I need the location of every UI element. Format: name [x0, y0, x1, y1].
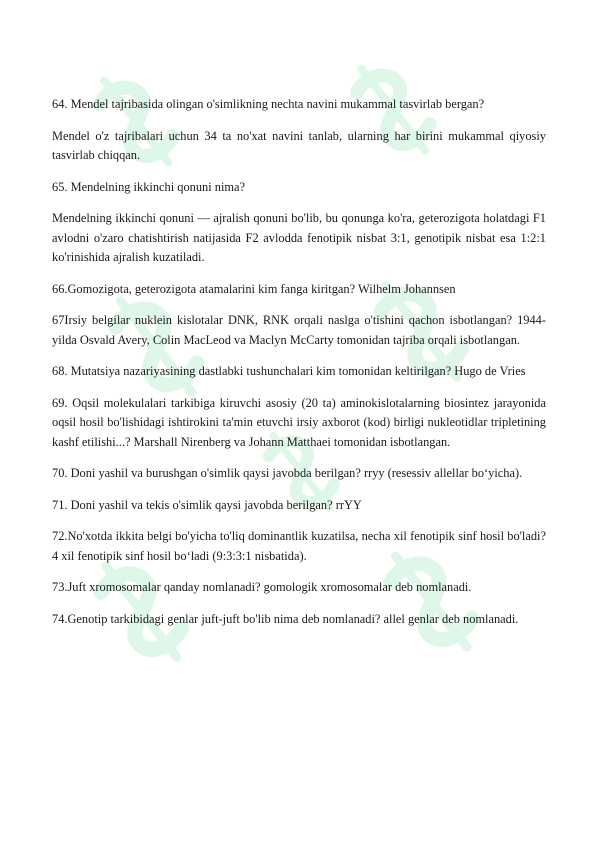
answer-64: Mendel o'z tajribalari uchun 34 ta no'xat navini tanlab, ularning har birini mukammal qiyosiy tasvirlab chiqqan. [52, 128, 546, 162]
question-71: 71. Doni yashil va tekis o'simlik qaysi javobda berilgan? rrYY [52, 497, 362, 512]
question-66: 66.Gomozigota, geterozigota atamalarini kim fanga kiritgan? Wilhelm Johannsen [52, 281, 456, 296]
question-74: 74.Genotip tarkibidagi genlar juft-juft bo'lib nima deb nomlanadi? allel genlar deb nomlanadi. [52, 611, 519, 626]
question-70: 70. Doni yashil va burushgan o'simlik qaysi javobda berilgan? rryy (resessiv allellar bo‘yicha). [52, 466, 523, 480]
question-67: 67Irsiy belgilar nuklein kislotalar DNK, RNK orqali naslga o'tishini qachon isbotlangan? 1944-yilda Osvald Avery, Colin MacLeod va Maclyn McCarty tomonidan tajriba orqali isbotlangan. [52, 313, 546, 347]
document-body [52, 95, 546, 629]
question-64: 64. Mendel tajribasida olingan o'simlikning nechta navini mukammal tasvirlab bergan? [52, 97, 485, 111]
question-65: 65. Mendelning ikkinchi qonuni nima? [52, 179, 246, 194]
question-69: 69. Oqsil molekulalari tarkibiga kiruvchi asosiy (20 ta) aminokislotalarning biosintez jarayonida oqsil hosil bo'lishidagi ishtirokini ta'min etuvchi irsiy axborot (kod) birligi nukleotidlar tripletining kashf etilishi...? Marshall Nirenberg va Johann Matthaei tomonidan isbotlangan. [52, 395, 546, 449]
question-73: 73.Juft xromosomalar qanday nomlanadi? gomologik xromosomalar deb nomlanadi. [52, 580, 472, 594]
question-68: 68. Mutatsiya nazariyasining dastlabki tushunchalari kim tomonidan keltirilgan? Hugo de Vries [52, 364, 526, 378]
question-72: 72.No'xotda ikkita belgi bo'yicha to'liq dominantlik kuzatilsa, necha xil fenotipik sinf hosil bo'ladi? 4 xil fenotipik sinf hosil bo‘ladi (9:3:3:1 nisbatida). [52, 529, 546, 563]
answer-65: Mendelning ikkinchi qonuni — ajralish qonuni bo'lib, bu qonunga ko'ra, geterozigota holatdagi F1 avlodni o'zaro chatishtirish natijasida F2 avlodda fenotipik nisbat 3:1, genotipik nisbat esa 1:2:1 ko'rinishida ajralish kuzatiladi. [52, 211, 546, 264]
